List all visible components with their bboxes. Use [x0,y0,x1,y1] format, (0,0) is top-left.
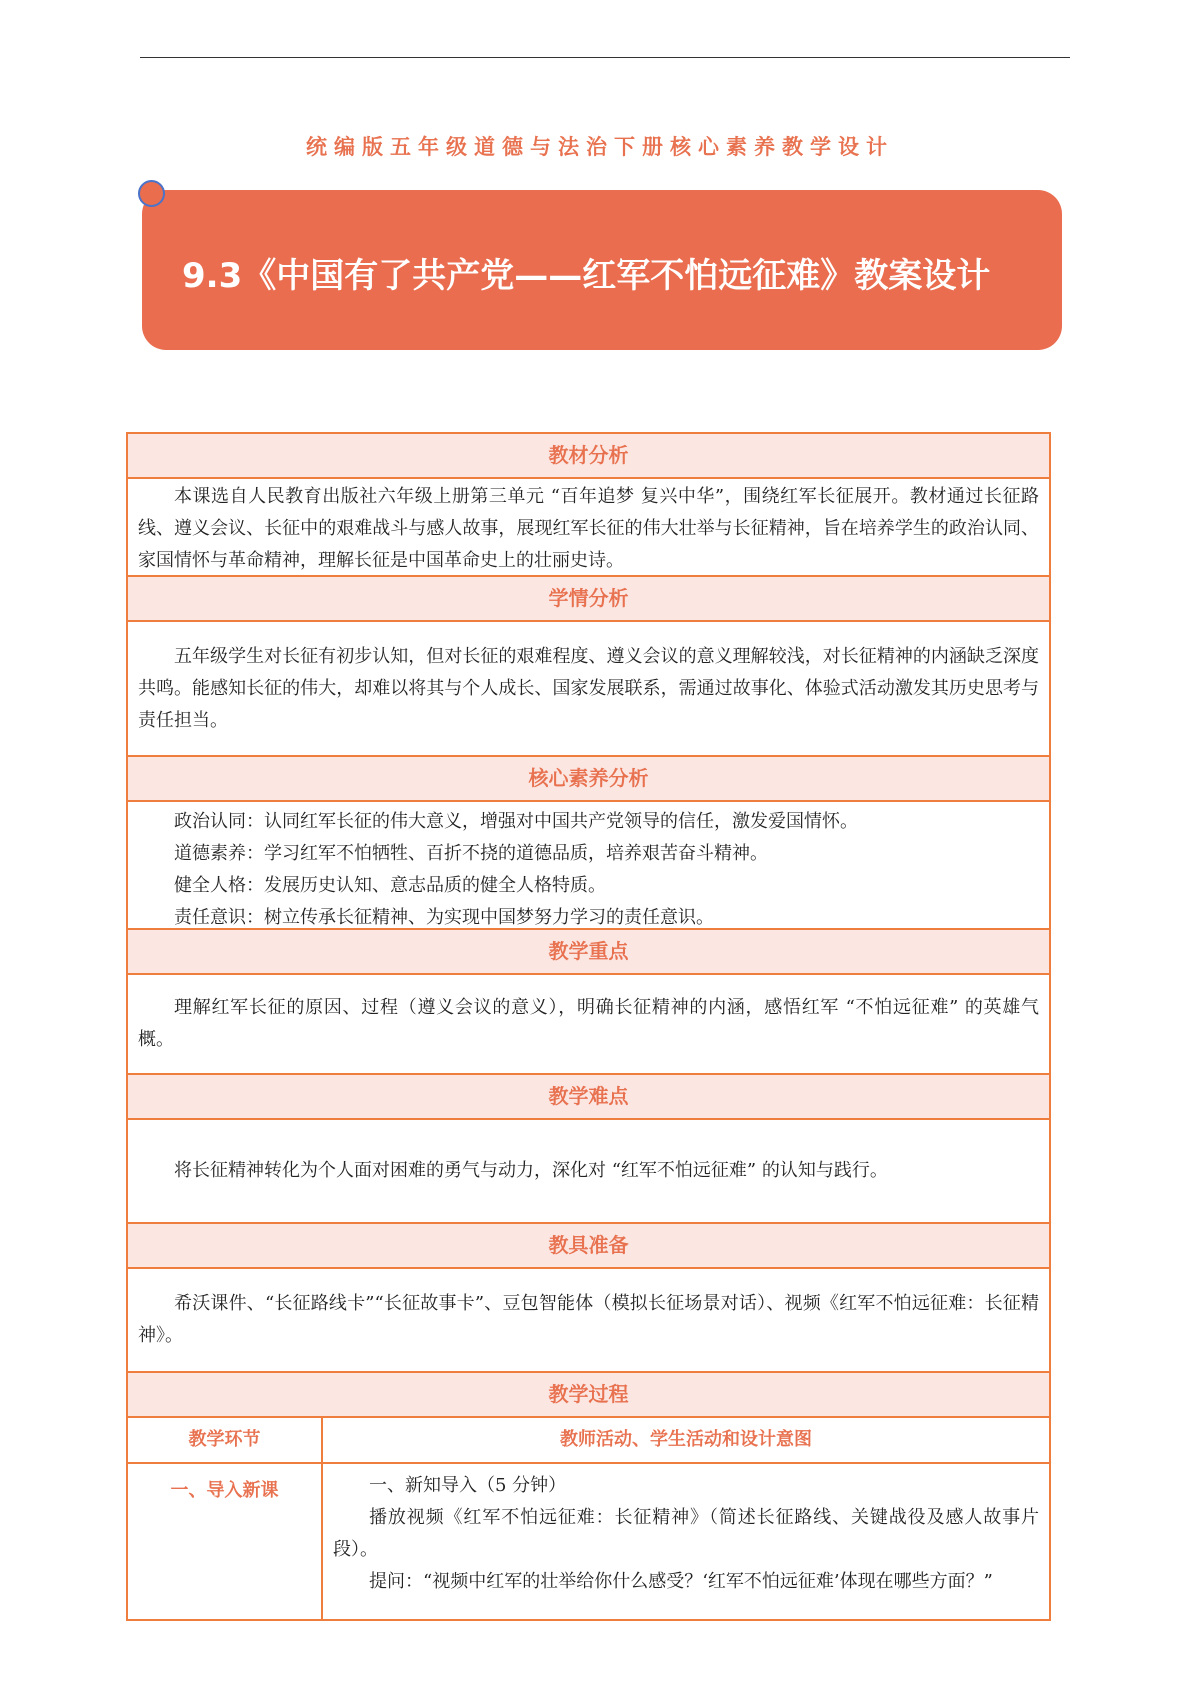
section-body-key-points [128,975,1049,1075]
activity-line: 一、新知导入（5 分钟） [369,1475,567,1496]
key-points-text: 理解红军长征的原因、过程（遵义会议的意义），明确长征精神的内涵，感悟红军 “不怕远征难” 的英雄气概。 [138,997,1039,1050]
section-heading-difficulties: 教学难点 [128,1075,1049,1120]
header-rule [140,57,1070,58]
section-heading-process: 教学过程 [128,1373,1049,1418]
column-header-stage: 教学环节 [128,1418,323,1462]
section-body-materials [128,1269,1049,1373]
series-title: 统编版五年级道德与法治下册核心素养教学设计 [306,135,894,159]
student-analysis-text: 五年级学生对长征有初步认知，但对长征的艰难程度、遵义会议的意义理解较浅，对长征精神的内涵缺乏深度共鸣。能感知长征的伟大，却难以将其与个人成长、国家发展联系，需通过故事化、体验式活动激发其历史思考与责任担当。 [138,645,1039,731]
materials-text: 希沃课件、“长征路线卡”“长征故事卡”、豆包智能体（模拟长征场景对话）、视频《红军不怕远征难：长征精神》。 [138,1293,1039,1346]
process-row [128,1464,1049,1619]
section-heading-materials: 教具准备 [128,1224,1049,1269]
competency-item: 健全人格：发展历史认知、意志品质的健全人格特质。 [174,875,606,896]
activity-line: 播放视频《红军不怕远征难：长征精神》（简述长征路线、关键战役及感人故事片段）。 [333,1507,1039,1560]
title-banner [142,190,1062,350]
circle-decoration [138,180,165,207]
column-header-activity: 教师活动、学生活动和设计意图 [560,1429,812,1450]
section-heading-students: 学情分析 [128,577,1049,622]
section-heading-key-points: 教学重点 [128,930,1049,975]
textbook-analysis-text: 本课选自人民教育出版社六年级上册第三单元 “百年追梦 复兴中华”，围绕红军长征展开。教材通过长征路线、遵义会议、长征中的艰难战斗与感人故事，展现红军长征的伟大壮举与长征精神，旨在培养学生的政治认同、家国情怀与革命精神，理解长征是中国革命史上的壮丽史诗。 [138,486,1039,571]
competency-item: 道德素养：学习红军不怕牺牲、百折不挠的道德品质，培养艰苦奋斗精神。 [174,843,768,864]
difficulties-text: 将长征精神转化为个人面对困难的勇气与动力，深化对 “红军不怕远征难” 的认知与践行。 [174,1160,888,1181]
process-activity [323,1464,1049,1619]
competency-item: 责任意识：树立传承长征精神、为实现中国梦努力学习的责任意识。 [174,907,714,928]
process-stage: 一、导入新课 [128,1464,323,1619]
section-heading-competency: 核心素养分析 [128,757,1049,802]
lesson-title: 9.3《中国有了共产党——红军不怕远征难》教案设计 [182,256,991,296]
lesson-plan-table [126,432,1051,1621]
section-body-competency [128,802,1049,930]
activity-line: 提问：“视频中红军的壮举给你什么感受？‘红军不怕远征难’体现在哪些方面？” [369,1571,993,1592]
competency-item: 政治认同：认同红军长征的伟大意义，增强对中国共产党领导的信任，激发爱国情怀。 [174,811,858,832]
section-heading-textbook: 教材分析 [128,434,1049,479]
section-body-students [128,622,1049,757]
section-body-textbook [128,479,1049,577]
process-column-headers [128,1418,1049,1464]
section-body-difficulties [128,1120,1049,1224]
